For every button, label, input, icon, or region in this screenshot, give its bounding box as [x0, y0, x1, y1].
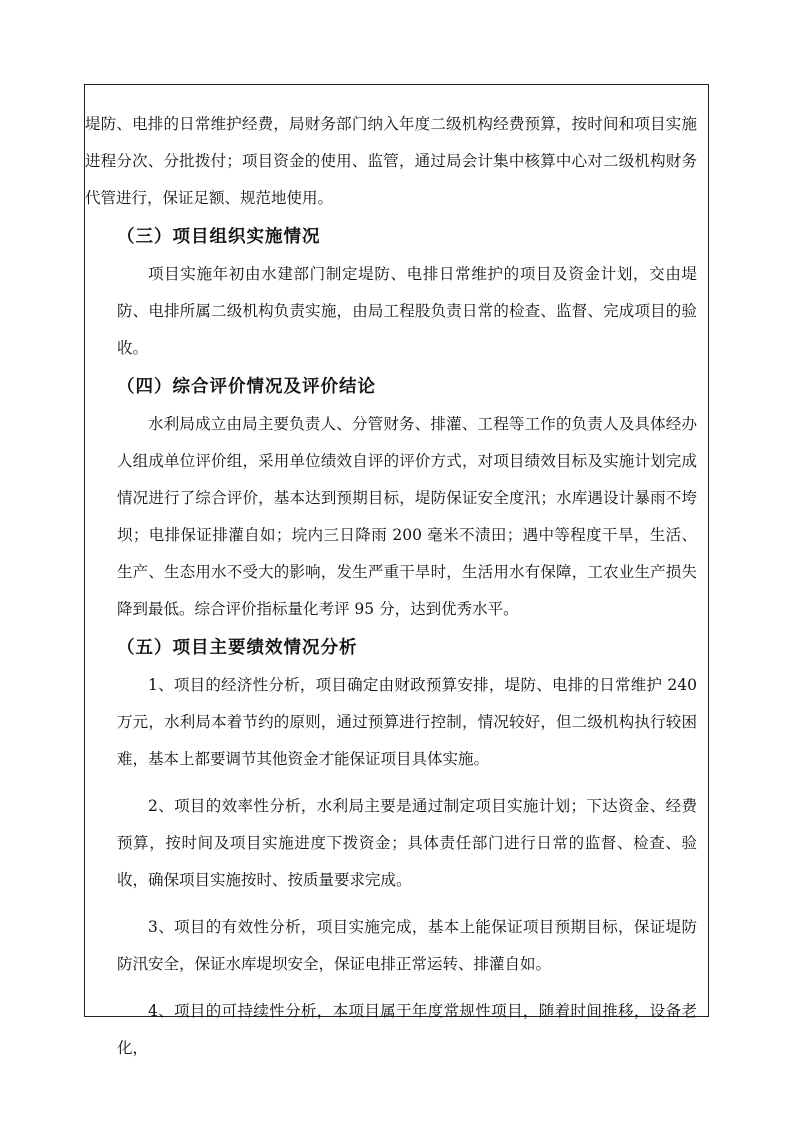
paragraph-efficiency: 2、项目的效率性分析，水利局主要是通过制定项目实施计划；下达资金、经费预算，按时间及项目实施进度下拨资金；具体责任部门进行日常的监督、检查、验收，确保项目实施按时、按质量要求完成。 — [117, 797, 697, 889]
paragraph-sustainability: 4、项目的可持续性分析，本项目属于年度常规性项目，随着时间推移，设备老化， — [117, 1002, 697, 1057]
paragraph-economy: 1、项目的经济性分析，项目确定由财政预算安排，堤防、电排的日常维护 240 万元，水利局本着节约的原则，通过预算进行控制，情况较好，但二级机构执行较困难，基本上都要调节其他资金才能保证项目具体实施。 — [117, 676, 697, 768]
paragraph-implementation: 项目实施年初由水建部门制定堤防、电排日常维护的项目及资金计划，交由堤防、电排所属二级机构负责实施，由局工程股负责日常的检查、监督、完成项目的验收。 — [117, 265, 697, 357]
paragraph-effectiveness: 3、项目的有效性分析，项目实施完成，基本上能保证项目预期目标，保证堤防防汛安全，保证水库堤坝安全，保证电排正常运转、排灌自如。 — [117, 918, 697, 973]
paragraph-evaluation: 水利局成立由局主要负责人、分管财务、排灌、工程等工作的负责人及具体经办人组成单位评价组，采用单位绩效自评的评价方式，对项目绩效目标及实施计划完成情况进行了综合评价，基本达到预期目标，堤防保证安全度汛；水库遇设计暴雨不垮坝；电排保证排灌自如；垸内三日降雨 200 毫米不渍田；遇中等程度干旱，生活、生产、生态用水不受大的影响，发生严重干旱时，生活用水有保障，工农业生产损失降到最低。综合评价指标量化考评 95 分，达到优秀水平。 — [117, 415, 697, 618]
paragraph-funding: 堤防、电排的日常维护经费，局财务部门纳入年度二级机构经费预算，按时间和项目实施进程分次、分批拨付；项目资金的使用、监管，通过局会计集中核算中心对二级机构财务代管进行，保证足额、规范地使用。 — [85, 115, 697, 207]
heading-section-4: （四）综合评价情况及评价结论 — [117, 377, 376, 397]
heading-section-3: （三）项目组织实施情况 — [117, 227, 321, 247]
document-body — [85, 106, 697, 1067]
heading-section-5: （五）项目主要绩效情况分析 — [117, 638, 358, 658]
